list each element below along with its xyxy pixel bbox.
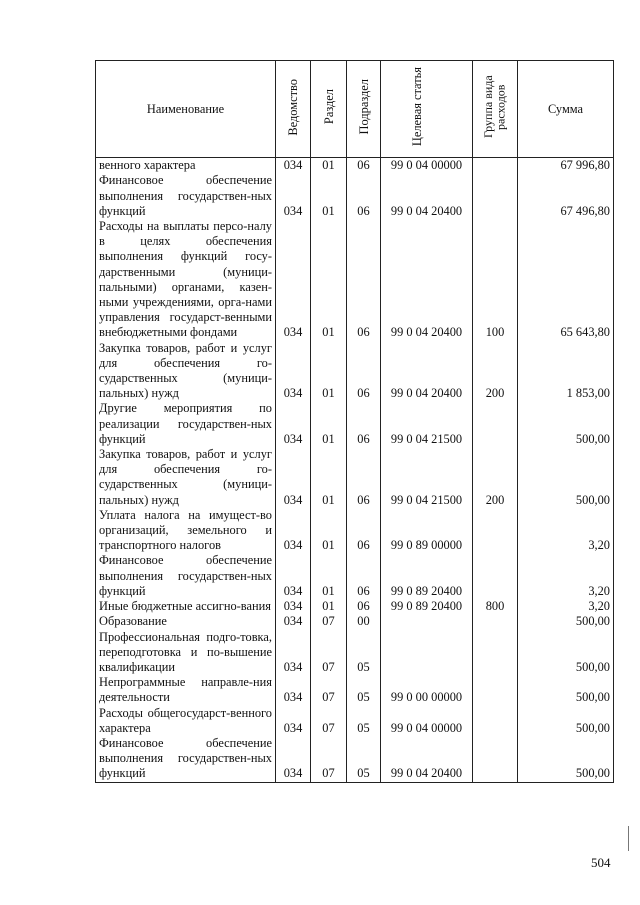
cell-name: Профессиональная подго-товка, переподготовка и по-вышение квалификации: [96, 630, 276, 676]
cell-podrazdel: 05: [347, 736, 381, 782]
cell-summa: 65 643,80: [518, 219, 614, 341]
cell-summa: 3,20: [518, 599, 614, 614]
cell-summa: 500,00: [518, 675, 614, 705]
cell-vedomstvo: 034: [276, 614, 311, 629]
cell-summa: 500,00: [518, 630, 614, 676]
page-number: 504: [591, 855, 611, 870]
cell-name: Финансовое обеспечение выполнения государствен-ных функций: [96, 736, 276, 782]
cell-vedomstvo: 034: [276, 675, 311, 705]
cell-summa: 3,20: [518, 553, 614, 599]
table-row: [96, 508, 614, 554]
cell-vedomstvo: 034: [276, 401, 311, 447]
cell-gruppa-vida-rashodov: [473, 173, 518, 219]
table-row: [96, 341, 614, 402]
cell-razdel: 01: [311, 341, 347, 402]
cell-gruppa-vida-rashodov: [473, 736, 518, 782]
table-row: [96, 736, 614, 782]
header-tselevaya-statya: Целевая статья: [381, 61, 473, 158]
table-row: [96, 706, 614, 736]
cell-summa: 3,20: [518, 508, 614, 554]
budget-table: [95, 60, 614, 783]
table-row: [96, 173, 614, 219]
table-row: [96, 675, 614, 705]
table-row: [96, 614, 614, 629]
cell-tselevaya-statya: [381, 630, 473, 676]
table-body: [96, 158, 614, 782]
cell-tselevaya-statya: [381, 614, 473, 629]
header-name: Наименование: [96, 61, 276, 158]
cell-vedomstvo: 034: [276, 219, 311, 341]
table-header: [96, 61, 614, 158]
cell-tselevaya-statya: 99 0 04 20400: [381, 173, 473, 219]
cell-gruppa-vida-rashodov: [473, 553, 518, 599]
cell-podrazdel: 00: [347, 614, 381, 629]
cell-name: Финансовое обеспечение выполнения государствен-ных функций: [96, 173, 276, 219]
cell-summa: 500,00: [518, 736, 614, 782]
cell-podrazdel: 05: [347, 675, 381, 705]
cell-vedomstvo: 034: [276, 508, 311, 554]
cell-name: Расходы на выплаты персо-налу в целях обеспечения выполнения функций госу-дарственными (муници-пальными) органами, казен-ными учреждениями, орга-нами управления государст-венными внебюджетными фондами: [96, 219, 276, 341]
cell-tselevaya-statya: 99 0 89 20400: [381, 599, 473, 614]
cell-podrazdel: 06: [347, 401, 381, 447]
cell-name: Иные бюджетные ассигно-вания: [96, 599, 276, 614]
table-row: [96, 401, 614, 447]
cell-razdel: 07: [311, 736, 347, 782]
header-gruppa-vida-rashodov: Группа вида расходов: [473, 61, 518, 158]
cell-vedomstvo: 034: [276, 599, 311, 614]
cell-vedomstvo: 034: [276, 173, 311, 219]
cell-podrazdel: 05: [347, 630, 381, 676]
cell-summa: 1 853,00: [518, 341, 614, 402]
table-row: [96, 553, 614, 599]
cell-vedomstvo: 034: [276, 158, 311, 174]
cell-summa: 67 496,80: [518, 173, 614, 219]
cell-name: Уплата налога на имущест-во организаций, земельного и транспортного налогов: [96, 508, 276, 554]
cell-tselevaya-statya: 99 0 89 20400: [381, 553, 473, 599]
header-summa: Сумма: [518, 61, 614, 158]
cell-name: венного характера: [96, 158, 276, 174]
cell-gruppa-vida-rashodov: [473, 508, 518, 554]
header-podrazdel: Подраздел: [347, 61, 381, 158]
cell-tselevaya-statya: 99 0 04 20400: [381, 736, 473, 782]
cell-podrazdel: 06: [347, 553, 381, 599]
cell-razdel: 07: [311, 675, 347, 705]
cell-name: Расходы общегосударст-венного характера: [96, 706, 276, 736]
cell-tselevaya-statya: 99 0 04 21500: [381, 447, 473, 508]
cell-razdel: 07: [311, 630, 347, 676]
cell-vedomstvo: 034: [276, 553, 311, 599]
cell-gruppa-vida-rashodov: [473, 630, 518, 676]
cell-name: Закупка товаров, работ и услуг для обеспечения го-сударственных (муници-пальных) нужд: [96, 341, 276, 402]
cell-tselevaya-statya: 99 0 04 21500: [381, 401, 473, 447]
cell-podrazdel: 06: [347, 447, 381, 508]
scan-edge-mark: [628, 826, 629, 851]
cell-razdel: 01: [311, 599, 347, 614]
cell-podrazdel: 06: [347, 158, 381, 174]
cell-gruppa-vida-rashodov: 100: [473, 219, 518, 341]
cell-gruppa-vida-rashodov: 200: [473, 447, 518, 508]
cell-razdel: 01: [311, 219, 347, 341]
cell-razdel: 01: [311, 508, 347, 554]
cell-razdel: 01: [311, 447, 347, 508]
cell-vedomstvo: 034: [276, 630, 311, 676]
cell-tselevaya-statya: 99 0 04 20400: [381, 219, 473, 341]
cell-name: Непрограммные направле-ния деятельности: [96, 675, 276, 705]
cell-summa: 500,00: [518, 706, 614, 736]
cell-vedomstvo: 034: [276, 341, 311, 402]
cell-razdel: 07: [311, 706, 347, 736]
table-row: [96, 158, 614, 174]
cell-vedomstvo: 034: [276, 706, 311, 736]
cell-summa: 500,00: [518, 614, 614, 629]
cell-podrazdel: 05: [347, 706, 381, 736]
cell-razdel: 01: [311, 553, 347, 599]
cell-razdel: 07: [311, 614, 347, 629]
cell-name: Финансовое обеспечение выполнения государствен-ных функций: [96, 553, 276, 599]
cell-gruppa-vida-rashodov: [473, 614, 518, 629]
cell-summa: 67 996,80: [518, 158, 614, 174]
cell-tselevaya-statya: 99 0 89 00000: [381, 508, 473, 554]
cell-tselevaya-statya: 99 0 00 00000: [381, 675, 473, 705]
cell-gruppa-vida-rashodov: 200: [473, 341, 518, 402]
cell-gruppa-vida-rashodov: [473, 706, 518, 736]
cell-tselevaya-statya: 99 0 04 00000: [381, 706, 473, 736]
cell-tselevaya-statya: 99 0 04 20400: [381, 341, 473, 402]
cell-razdel: 01: [311, 401, 347, 447]
cell-razdel: 01: [311, 173, 347, 219]
cell-gruppa-vida-rashodov: 800: [473, 599, 518, 614]
cell-podrazdel: 06: [347, 219, 381, 341]
table-row: [96, 630, 614, 676]
cell-vedomstvo: 034: [276, 736, 311, 782]
cell-name: Образование: [96, 614, 276, 629]
cell-tselevaya-statya: 99 0 04 00000: [381, 158, 473, 174]
cell-vedomstvo: 034: [276, 447, 311, 508]
cell-podrazdel: 06: [347, 599, 381, 614]
cell-podrazdel: 06: [347, 508, 381, 554]
cell-summa: 500,00: [518, 401, 614, 447]
cell-razdel: 01: [311, 158, 347, 174]
cell-gruppa-vida-rashodov: [473, 401, 518, 447]
cell-name: Закупка товаров, работ и услуг для обеспечения го-сударственных (муници-пальных) нужд: [96, 447, 276, 508]
cell-name: Другие мероприятия по реализации государствен-ных функций: [96, 401, 276, 447]
cell-gruppa-vida-rashodov: [473, 675, 518, 705]
cell-gruppa-vida-rashodov: [473, 158, 518, 174]
cell-summa: 500,00: [518, 447, 614, 508]
table-row: [96, 219, 614, 341]
header-vedomstvo: Ведомство: [276, 61, 311, 158]
cell-podrazdel: 06: [347, 173, 381, 219]
table-row: [96, 447, 614, 508]
table-row: [96, 599, 614, 614]
header-razdel: Раздел: [311, 61, 347, 158]
cell-podrazdel: 06: [347, 341, 381, 402]
